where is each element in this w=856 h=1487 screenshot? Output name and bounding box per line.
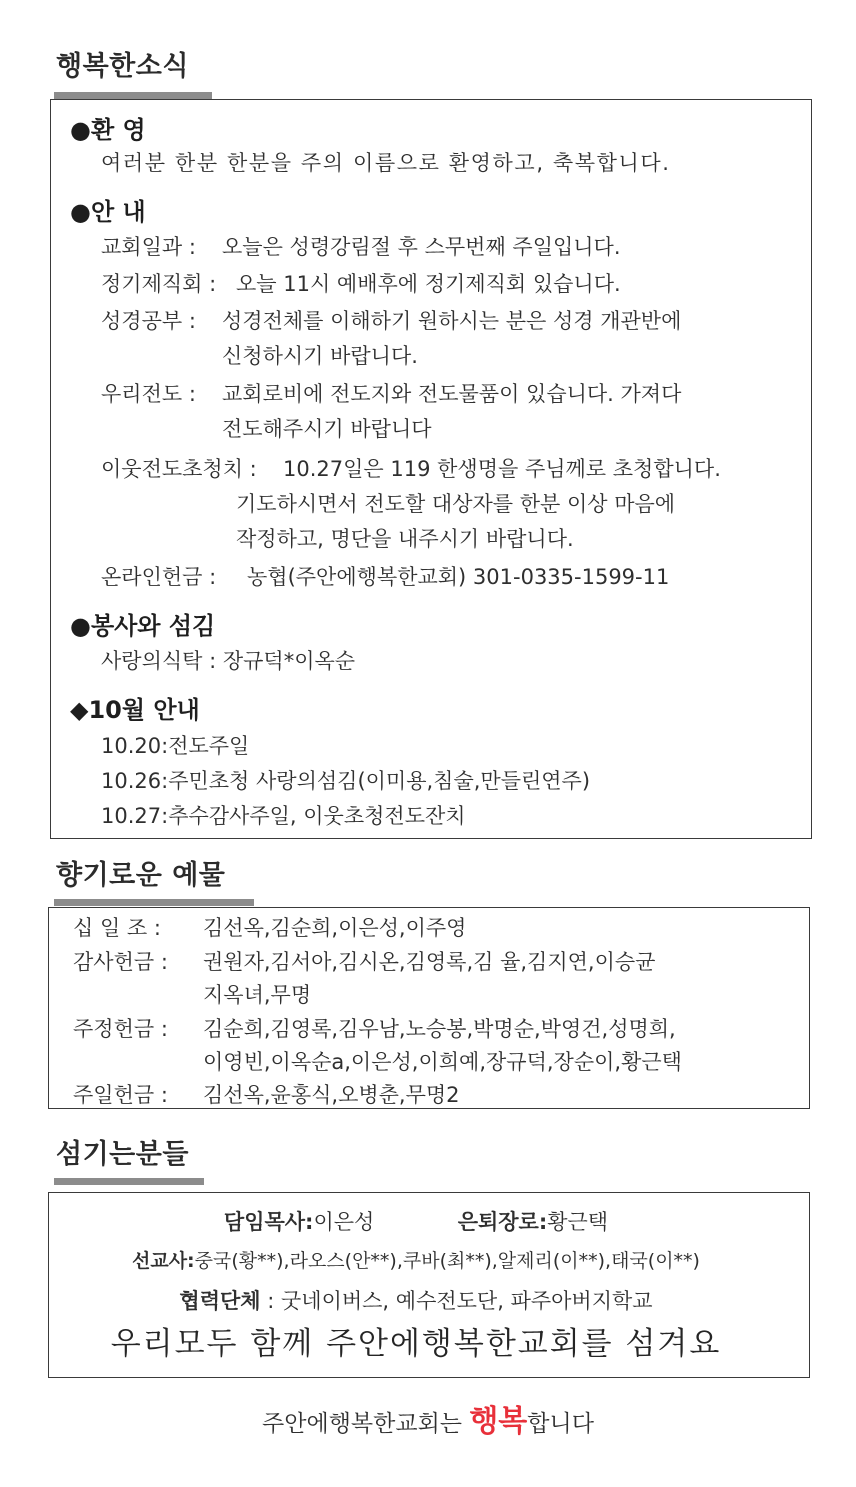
october-heading: ◆10월 안내 — [70, 696, 200, 724]
offering-names-tithe: 김선옥,김순희,이은성,이주영 — [203, 916, 467, 940]
offering-names-monthly-2: 이영빈,이옥순a,이은성,이희예,장규덕,장순이,황근택 — [203, 1050, 682, 1074]
service-heading: ●봉사와 섬김 — [70, 612, 216, 640]
guide-label-council: 정기제직회 : — [101, 272, 217, 296]
partner-line — [48, 1285, 784, 1315]
missionary-text: 중국(황**),라오스(안**),쿠바(최**),알제리(이**),태국(이**) — [194, 1250, 700, 1272]
guide-text-evangelism-2: 전도해주시기 바랍니다 — [222, 417, 432, 441]
service-text: 사랑의식탁 : 장규덕*이옥순 — [101, 649, 356, 673]
guide-text-evangelism-1: 교회로비에 전도지와 전도물품이 있습니다. 가져다 — [222, 382, 682, 406]
offering-label-thanks: 감사헌금 : — [73, 950, 168, 974]
partner-text: : 굿네이버스, 예수전도단, 파주아버지학교 — [260, 1289, 653, 1313]
guide-text-council: 오늘 11시 예배후에 정기제직회 있습니다. — [236, 272, 621, 296]
motto: 우리모두 함께 주안에행복한교회를 섬겨요 — [110, 1326, 722, 1362]
offering-names-thanks-1: 권원자,김서아,김시온,김영록,김 율,김지연,이승균 — [203, 950, 656, 974]
guide-text-invite-3: 작정하고, 명단을 내주시기 바랍니다. — [236, 527, 574, 551]
october-item-2: 10.26:주민초청 사랑의섬김(이미용,침술,만들린연주) — [101, 769, 591, 793]
offering-names-monthly-1: 김순희,김영록,김우남,노승봉,박명순,박영건,성명희, — [203, 1017, 676, 1041]
pastor-label: 담임목사: — [223, 1210, 314, 1234]
footer-line — [0, 1396, 856, 1440]
guide-label-invite: 이웃전도초청치 : — [101, 457, 257, 481]
welcome-heading: ●환 영 — [70, 116, 146, 144]
offering-section-title: 향기로운 예물 — [56, 860, 226, 891]
news-title-underbar — [54, 92, 212, 99]
offering-names-thanks-2: 지옥녀,무명 — [203, 983, 312, 1007]
missionary-label: 선교사: — [132, 1250, 195, 1272]
news-section-title: 행복한소식 — [56, 51, 189, 82]
pastor-name: 이은성 — [313, 1210, 375, 1234]
partner-label: 협력단체 — [179, 1289, 261, 1313]
welcome-text: 여러분 한분 한분을 주의 이름으로 환영하고, 축복합니다. — [101, 151, 671, 175]
offering-names-sunday: 김선옥,윤홍식,오병춘,무명2 — [203, 1083, 460, 1107]
guide-heading: ●안 내 — [70, 198, 146, 226]
offering-title-underbar — [54, 899, 254, 906]
october-item-3: 10.27:추수감사주일, 이웃초청전도잔치 — [101, 804, 466, 828]
pastor-elder-line — [48, 1206, 784, 1236]
offering-label-tithe: 십 일 조 : — [73, 916, 161, 940]
offering-label-monthly: 주정헌금 : — [73, 1017, 168, 1041]
guide-label-schedule: 교회일과 : — [101, 235, 196, 259]
guide-label-online-offering: 온라인헌금 : — [101, 565, 217, 589]
servants-section-title: 섬기는분들 — [56, 1139, 189, 1170]
guide-label-evangelism: 우리전도 : — [101, 382, 196, 406]
servants-title-underbar — [54, 1178, 204, 1185]
guide-label-bible-study: 성경공부 : — [101, 309, 196, 333]
footer-before: 주안에행복한교회는 — [262, 1411, 470, 1437]
guide-text-invite-1: 10.27일은 119 한생명을 주님께로 초청합니다. — [283, 457, 721, 481]
elder-label: 은퇴장로: — [457, 1210, 548, 1234]
elder-name: 황근택 — [547, 1210, 609, 1234]
guide-text-schedule: 오늘은 성령강림절 후 스무번째 주일입니다. — [222, 235, 621, 259]
footer-after: 합니다 — [527, 1411, 594, 1437]
offering-label-sunday: 주일헌금 : — [73, 1083, 168, 1107]
footer-highlight: 행복 — [469, 1404, 528, 1439]
guide-text-online-offering: 농협(주안에행복한교회) 301-0335-1599-11 — [247, 565, 670, 589]
missionary-line — [48, 1246, 784, 1273]
guide-text-invite-2: 기도하시면서 전도할 대상자를 한분 이상 마음에 — [236, 492, 676, 516]
guide-text-bible-study-2: 신청하시기 바랍니다. — [222, 344, 418, 368]
guide-text-bible-study-1: 성경전체를 이해하기 원하시는 분은 성경 개관반에 — [222, 309, 682, 333]
october-item-1: 10.20:전도주일 — [101, 734, 250, 758]
